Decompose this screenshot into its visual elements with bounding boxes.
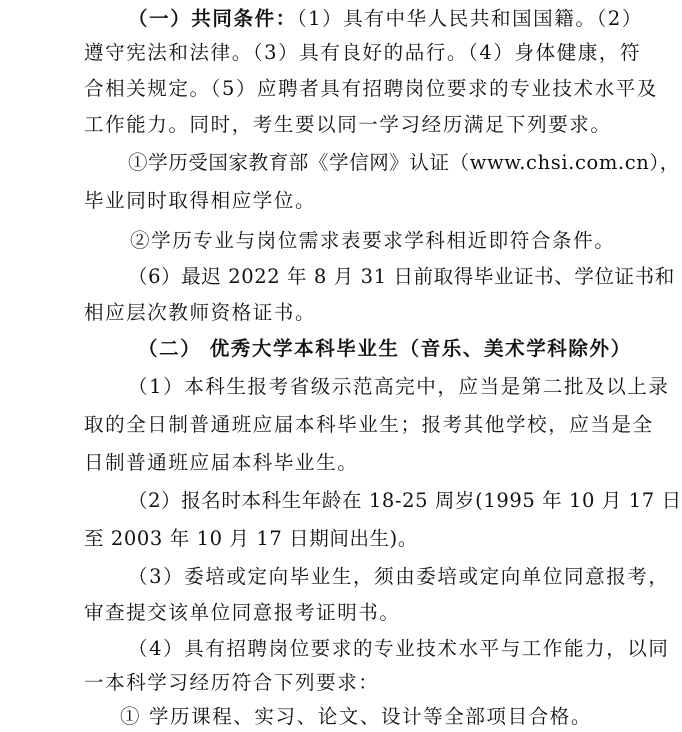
section1-item2-line1: ②学历专业与岗位需求表要求学科相近即符合条件。 bbox=[130, 229, 616, 252]
section2-p1-line3: 日制普通班应届本科毕业生。 bbox=[84, 451, 359, 474]
section2-p2-line2: 至 2003 年 10 月 17 日期间出生)。 bbox=[84, 527, 418, 550]
section2-p1-line2: 取的全日制普通班应届本科毕业生；报考其他学校，应当是全 bbox=[84, 413, 654, 436]
section2-heading: （二） 优秀大学本科毕业生（音乐、美术学科除外） bbox=[138, 337, 632, 360]
section2-p4-item1: ① 学历课程、实习、论文、设计等全部项目合格。 bbox=[120, 705, 592, 728]
section2-p1-line1: （1）本科生报考省级示范高完中，应当是第二批及以上录 bbox=[128, 375, 670, 398]
section1-item6-line1: （6）最迟 2022 年 8 月 31 日前取得毕业证书、学位证书和 bbox=[128, 265, 675, 288]
section1-line2: 遵守宪法和法律。（3）具有良好的品行。（4）身体健康，符 bbox=[84, 41, 642, 64]
section2-p2-line1: （2）报名时本科生年龄在 18-25 周岁(1995 年 10 月 17 日 bbox=[128, 489, 682, 512]
section1-heading: （一）共同条件： bbox=[128, 7, 297, 30]
section1-line1 bbox=[128, 4, 643, 34]
section2-p4-line2: 一本科学习经历符合下列要求： bbox=[84, 671, 380, 694]
section1-item6-line2: 相应层次教师资格证书。 bbox=[84, 301, 317, 324]
section1-line3: 合相关规定。（5）应聘者具有招聘岗位要求的专业技术水平及 bbox=[84, 77, 658, 100]
section1-item1-line2: 毕业同时取得相应学位。 bbox=[84, 189, 317, 212]
section2-p3-line2: 审查提交该单位同意报考证明书。 bbox=[84, 601, 401, 624]
section2-p4-line1: （4）具有招聘岗位要求的专业技术水平与工作能力，以同 bbox=[128, 637, 670, 660]
section1-line4: 工作能力。同时，考生要以同一学习经历满足下列要求。 bbox=[84, 113, 612, 136]
section1-item1-line1: ①学历受国家教育部《学信网》认证（www.chsi.com.cn）， bbox=[128, 151, 680, 174]
section2-p3-line1: （3）委培或定向毕业生，须由委培或定向单位同意报考， bbox=[128, 565, 670, 588]
section1-line1-text: （1）具有中华人民共和国国籍。（2） bbox=[296, 7, 643, 30]
